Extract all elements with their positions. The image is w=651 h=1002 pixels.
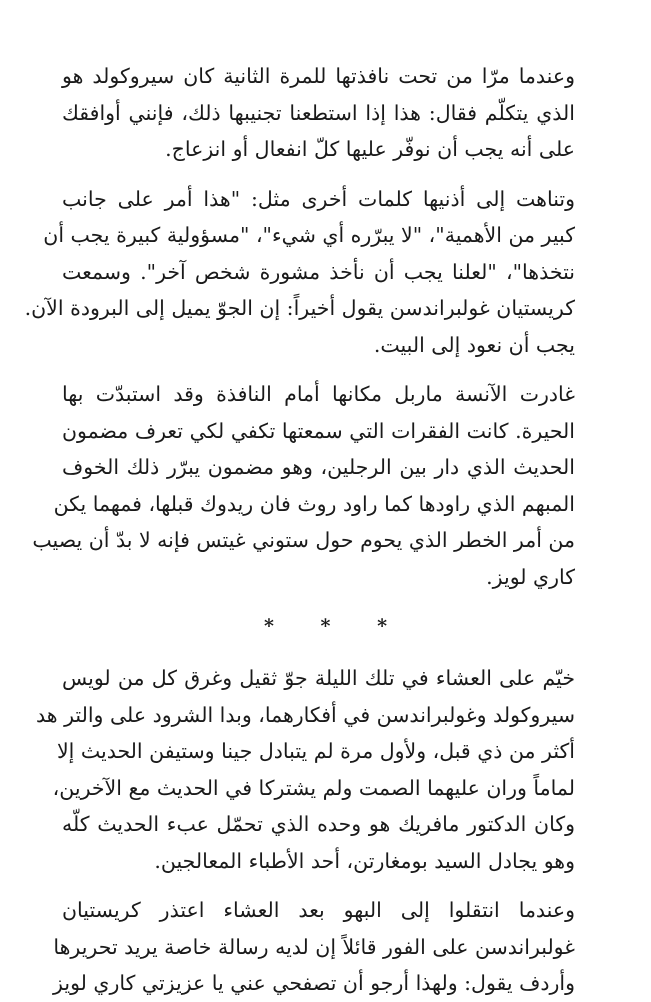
text-line: كاري لويز. xyxy=(486,564,575,589)
text-line: أكثر من ذي قبل، ولأول مرة لم يتبادل جينا وستيفن الحديث إلا xyxy=(56,739,575,763)
text-line: الذي يتكلّم فقال: هذا إذا استطعنا تجنيبها ذلك، فإنني أوافقك xyxy=(62,100,575,125)
paragraph-3 xyxy=(32,376,609,595)
text-line: المبهم الذي راودها كما راود روث فان ريدوك قبلها، فمهما يكن xyxy=(53,491,575,516)
paragraph-4 xyxy=(36,660,609,879)
text-line: وتناهت إلى أذنيها كلمات أخرى مثل: "هذا أمر على جانب xyxy=(62,186,575,211)
text-line: نتخذها"، "لعلنا يجب أن نأخذ مشورة شخص آخر". وسمعت xyxy=(62,259,575,284)
text-line: يجب أن نعود إلى البيت. xyxy=(373,332,575,357)
text-line: غولبراندسن على الفور قائلاً إن لديه رسالة خاصة يريد تحريرها xyxy=(53,934,575,959)
text-line: من أمر الخطر الذي يحوم حول ستوني غيتس فإنه لا بدّ أن يصيب xyxy=(32,528,575,552)
text-line: خيّم على العشاء في تلك الليلة جوّ ثقيل وغرق كل من لويس xyxy=(62,666,575,690)
section-separator: * * * xyxy=(263,615,408,637)
text-line: وكان الدكتور مافريك هو وحده الذي تحمّل عبء الحديث كلّه xyxy=(62,812,575,836)
text-line: وعندما مرّا من تحت نافذتها للمرة الثانية كان سيروكولد هو xyxy=(62,64,575,88)
text-line: الحيرة. كانت الفقرات التي سمعتها تكفي لكي تعرف مضمون xyxy=(62,418,575,443)
text-line: كريستيان غولبراندسن يقول أخيراً: إن الجوّ يميل إلى البرودة الآن. xyxy=(24,296,575,320)
paragraph-1 xyxy=(62,58,609,168)
text-line: سيروكولد وغولبراندسن في أفكارهما، وبدا الشرود على والتر هد xyxy=(36,702,575,727)
paragraph-2 xyxy=(24,181,609,364)
text-line: لماماً وران عليهما الصمت ولم يشتركا في الحديث مع الآخرين، xyxy=(52,775,575,800)
text-line: وهو يجادل السيد بومغارتن، أحد الأطباء المعالجين. xyxy=(154,848,575,873)
text-line: على أنه يجب أن نوفّر عليها كلّ انفعال أو انزعاج. xyxy=(165,137,575,161)
text-line: غادرت الآنسة ماربل مكانها أمام النافذة وقد استبدّت بها xyxy=(62,382,575,406)
text-line: وأردف يقول: ولهذا أرجو أن تصفحي عني يا عزيزتي كاري لويز xyxy=(53,971,575,995)
text-line: الحديث الذي دار بين الرجلين، وهو مضمون يبرّر ذلك الخوف xyxy=(62,455,575,479)
text-line: وعندما انتقلوا إلى البهو بعد العشاء اعتذر كريستيان xyxy=(62,898,575,922)
text-line: كبير من الأهمية"، "لا يبرّره أي شيء"، "مسؤولية كبيرة يجب أن xyxy=(43,223,575,247)
paragraph-5 xyxy=(53,892,609,1002)
